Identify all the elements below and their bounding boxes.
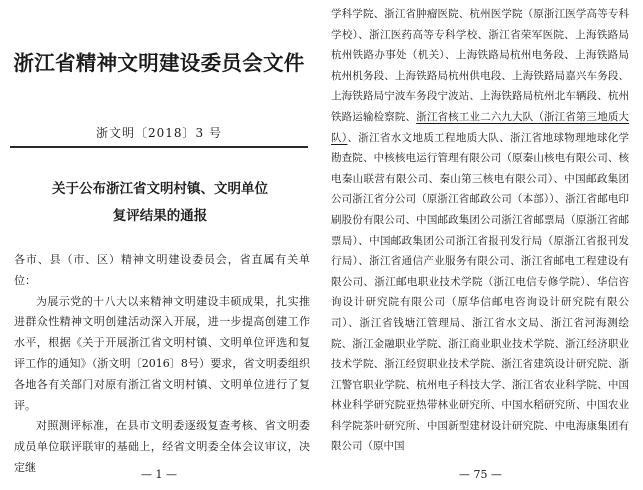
- right-body-text: [331, 4, 629, 457]
- left-page: [0, 0, 318, 490]
- notice-title-line-1: 关于公布浙江省文明村镇、文明单位: [52, 181, 268, 197]
- right-page: [318, 0, 643, 490]
- notice-title: [14, 176, 306, 230]
- document-header-title: 浙江省精神文明建设委员会文件: [13, 51, 305, 75]
- left-page-number: — 1 —: [141, 468, 177, 481]
- salutation: 各市、县（市、区）精神文明建设委员会，省直属有关单位：: [14, 253, 310, 287]
- right-page-number: — 75 —: [459, 468, 502, 481]
- unit-list-text-before: 学科学院、浙江省肿瘤医院、杭州医学院（原浙江医学高等专科学校）、浙江医药高等专科学校、浙江省荣军医院、上海铁路局杭州铁路办事处（机关）、上海铁路局杭州电务段、上海铁路局杭州机务段、上海铁路局杭州供电段、上海铁路局嘉兴车务段、上海铁路局宁波车务段宁波站、上海铁路局杭州北车辆段、杭州铁路运输检察院、: [331, 8, 629, 123]
- document-number: 浙文明〔2018〕3 号: [96, 126, 222, 140]
- unit-list-paragraph: [331, 4, 629, 457]
- body-paragraph-1: 为展示党的十八大以来精神文明建设丰硕成果，扎实推进群众性精神文明创建活动深入开展，进一步提高创建工作水平，根据《关于开展浙江省文明村镇、文明单位评选和复评工作的通知》（浙文明〔2016〕8号）要求，省文明委组织各地各有关部门对原有浙江省文明村镇、文明单位进行了复评。: [14, 294, 310, 412]
- left-body-text: [14, 250, 310, 479]
- unit-list-text-after: 、浙江省水文地质工程地质大队、浙江省地球物理地球化学勘查院、中核核电运行管理有限公司（原秦山核电有限公司、核电秦山联营有限公司、秦山第三核电有限公司）、中国邮政集团公司浙江省分公司（原浙江省邮政公司（本部））、浙江省邮电印刷股份有限公司、中国邮政集团公司浙江省邮票局（原浙江省邮票局）、中国邮政集团公司浙江省报刊发行局（原浙江省报刊发行局）、浙江省通信产业服务有限公司、浙江省邮电工程建设有限公司、浙江邮电职业技术学院（浙江电信专修学院）、华信咨询设计研究院有限公司（原华信邮电咨询设计研究院有限公司）、浙江省钱塘江管理局、浙江省水文局、浙江省河海测绘院、浙江金融职业学院、浙江商业职业技术学院、浙江经济职业技术学院、浙江经贸职业技术学院、浙江省建筑设计研究院、浙江警官职业学院、杭州电子科技大学、浙江省农业科学院、中国林业科学研究院亚热带林业研究所、中国水稻研究所、中国农业科学院茶叶研究所、中国新型建材设计研究院、中电海康集团有限公司（原中国: [331, 131, 630, 453]
- header-divider: [10, 146, 308, 148]
- notice-title-line-2: 复评结果的通报: [112, 208, 208, 224]
- underlined-unit-name: 浙江省核工业二六九大队（浙江省第三地质大队）: [331, 110, 630, 144]
- body-paragraph-2: 对照测评标准，在县市文明委逐级复查考核、省文明委成员单位联评联审的基础上，经省文明委全体会议审议，决定继: [14, 419, 310, 474]
